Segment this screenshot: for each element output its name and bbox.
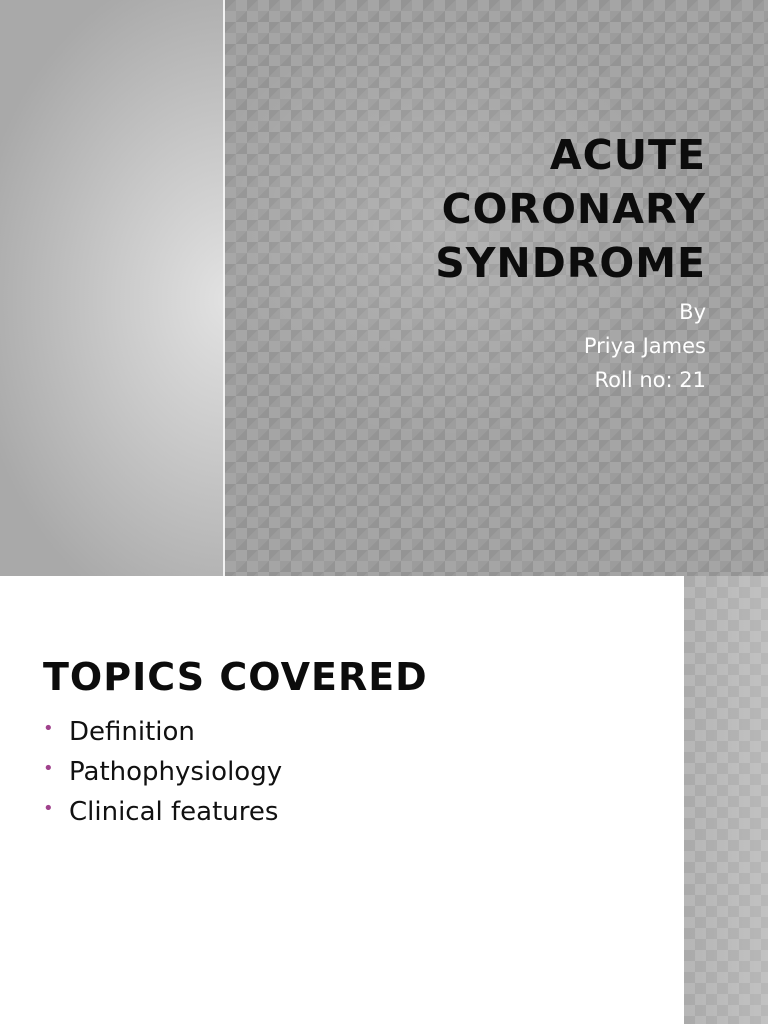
- bullet-icon: •: [43, 718, 54, 739]
- subtitle-roll-number: Roll no: 21: [594, 368, 706, 392]
- patterned-side-strip: [684, 576, 768, 1024]
- subtitle-by: By: [679, 300, 706, 324]
- subtitle-author: Priya James: [583, 334, 706, 358]
- bullet-icon: •: [43, 758, 54, 779]
- slide-title-line: CORONARY: [441, 185, 706, 233]
- list-item-text: Clinical features: [69, 797, 279, 827]
- section-title: TOPICS COVERED: [43, 655, 428, 699]
- slide-title-line: ACUTE: [549, 131, 706, 179]
- list-item-text: Pathophysiology: [69, 757, 283, 787]
- bullet-icon: •: [43, 798, 54, 819]
- topics-slide: [0, 576, 768, 1024]
- list-item: [43, 792, 282, 832]
- list-item: [43, 712, 282, 752]
- gradient-side-panel: [0, 0, 223, 576]
- slide-title: [266, 128, 706, 290]
- list-item: [43, 752, 282, 792]
- topics-list: [43, 712, 282, 832]
- list-item-text: Definition: [69, 717, 195, 747]
- slide-title-line: SYNDROME: [435, 239, 706, 287]
- slide-subtitle: [406, 295, 706, 397]
